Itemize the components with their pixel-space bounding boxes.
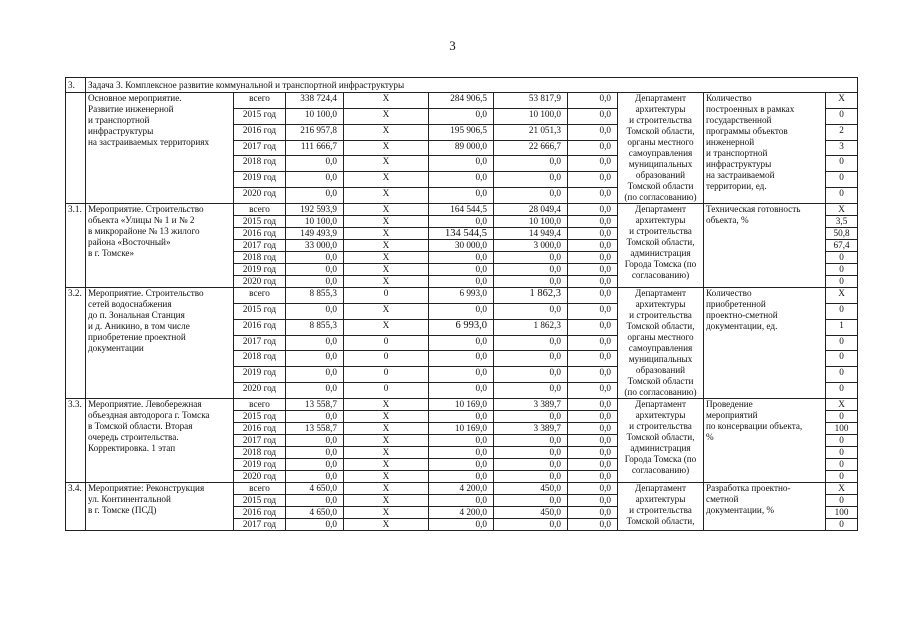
local-cell: 0,0	[494, 383, 568, 399]
federal-cell: X	[344, 216, 429, 228]
local-cell: 53 817,9	[494, 93, 568, 109]
period-cell: 2017 год	[234, 519, 286, 531]
regional-cell: 0,0	[429, 108, 494, 124]
local-cell: 0,0	[494, 435, 568, 447]
executor-cell: Департамент архитектуры и строительства Томской области, администрация Города Томска (по согласованию)	[618, 399, 704, 483]
total-cell: 0,0	[286, 367, 344, 383]
local-cell: 0,0	[494, 495, 568, 507]
indicator-cell: Разработка проектно- сметной документации, %	[704, 483, 826, 531]
extra-cell: 0,0	[568, 383, 618, 399]
executor-cell: Департамент архитектуры и строительства Томской области, органы местного самоуправления муниципальных образований Томской области (по согласованию)	[618, 93, 704, 204]
federal-cell: X	[344, 172, 429, 188]
indicator-value-cell: X	[826, 288, 858, 304]
extra-cell: 0,0	[568, 303, 618, 319]
local-cell: 0,0	[494, 411, 568, 423]
federal-cell: X	[344, 204, 429, 216]
regional-cell: 195 906,5	[429, 124, 494, 140]
total-cell: 8 855,3	[286, 319, 344, 335]
extra-cell: 0,0	[568, 228, 618, 240]
executor-cell: Департамент архитектуры и строительства Томской области, администрация Города Томска (по согласованию)	[618, 204, 704, 288]
extra-cell: 0,0	[568, 519, 618, 531]
extra-cell: 0,0	[568, 423, 618, 435]
regional-cell: 6 993,0	[429, 288, 494, 304]
federal-cell: X	[344, 423, 429, 435]
task-number: 3.	[66, 78, 86, 93]
extra-cell: 0,0	[568, 435, 618, 447]
total-cell: 0,0	[286, 156, 344, 172]
extra-cell: 0,0	[568, 507, 618, 519]
extra-cell: 0,0	[568, 399, 618, 411]
table-row	[66, 288, 858, 304]
extra-cell: 0,0	[568, 216, 618, 228]
extra-cell: 0,0	[568, 319, 618, 335]
federal-cell: X	[344, 507, 429, 519]
local-cell: 0,0	[494, 156, 568, 172]
local-cell: 0,0	[494, 459, 568, 471]
period-cell: 2019 год	[234, 264, 286, 276]
federal-cell: X	[344, 93, 429, 109]
extra-cell: 0,0	[568, 240, 618, 252]
local-cell: 1 862,3	[494, 288, 568, 304]
extra-cell: 0,0	[568, 411, 618, 423]
indicator-value-cell: 0	[826, 447, 858, 459]
extra-cell: 0,0	[568, 156, 618, 172]
indicator-value-cell: 0	[826, 367, 858, 383]
indicator-value-cell: 0	[826, 435, 858, 447]
regional-cell: 89 000,0	[429, 140, 494, 156]
extra-cell: 0,0	[568, 252, 618, 264]
extra-cell: 0,0	[568, 459, 618, 471]
local-cell: 10 100,0	[494, 216, 568, 228]
federal-cell: X	[344, 319, 429, 335]
federal-cell: X	[344, 124, 429, 140]
local-cell: 28 049,4	[494, 204, 568, 216]
total-cell: 149 493,9	[286, 228, 344, 240]
indicator-value-cell: 0	[826, 252, 858, 264]
federal-cell: X	[344, 495, 429, 507]
indicator-value-cell: 0	[826, 156, 858, 172]
local-cell: 22 666,7	[494, 140, 568, 156]
federal-cell: 0	[344, 288, 429, 304]
federal-cell: X	[344, 399, 429, 411]
regional-cell: 0,0	[429, 447, 494, 459]
total-cell: 33 000,0	[286, 240, 344, 252]
regional-cell: 0,0	[429, 276, 494, 288]
indicator-value-cell: 0	[826, 383, 858, 399]
indicator-value-cell: 0	[826, 519, 858, 531]
task-title: Задача 3. Комплексное развитие коммунальной и транспортной инфраструктуры	[86, 78, 858, 93]
indicator-value-cell: 0	[826, 351, 858, 367]
local-cell: 0,0	[494, 351, 568, 367]
regional-cell: 4 200,0	[429, 507, 494, 519]
federal-cell: X	[344, 447, 429, 459]
program-table	[65, 77, 858, 531]
extra-cell: 0,0	[568, 188, 618, 204]
indicator-value-cell: 0	[826, 188, 858, 204]
total-cell: 111 666,7	[286, 140, 344, 156]
regional-cell: 0,0	[429, 188, 494, 204]
extra-cell: 0,0	[568, 471, 618, 483]
local-cell: 14 949,4	[494, 228, 568, 240]
item-number: 3.4.	[66, 483, 86, 531]
period-cell: 2020 год	[234, 471, 286, 483]
extra-cell: 0,0	[568, 204, 618, 216]
indicator-value-cell: 50,8	[826, 228, 858, 240]
indicator-value-cell: 67,4	[826, 240, 858, 252]
regional-cell: 0,0	[429, 303, 494, 319]
local-cell: 3 389,7	[494, 399, 568, 411]
total-cell: 4 650,0	[286, 483, 344, 495]
total-cell: 0,0	[286, 188, 344, 204]
federal-cell: X	[344, 252, 429, 264]
regional-cell: 0,0	[429, 459, 494, 471]
table-row	[66, 204, 858, 216]
executor-cell: Департамент архитектуры и строительства Томской области, органы местного самоуправления муниципальных образований Томской области (по согласованию)	[618, 288, 704, 399]
task-row	[66, 78, 858, 93]
table-row	[66, 399, 858, 411]
total-cell: 0,0	[286, 471, 344, 483]
federal-cell: X	[344, 264, 429, 276]
period-cell: 2016 год	[234, 423, 286, 435]
indicator-value-cell: 100	[826, 507, 858, 519]
indicator-value-cell: X	[826, 204, 858, 216]
total-cell: 0,0	[286, 447, 344, 459]
period-cell: 2020 год	[234, 383, 286, 399]
period-cell: 2016 год	[234, 228, 286, 240]
extra-cell: 0,0	[568, 264, 618, 276]
total-cell: 13 558,7	[286, 423, 344, 435]
executor-cell: Департамент архитектуры и строительства Томской области,	[618, 483, 704, 531]
local-cell: 0,0	[494, 276, 568, 288]
total-cell: 8 855,3	[286, 288, 344, 304]
indicator-value-cell: X	[826, 399, 858, 411]
period-cell: 2017 год	[234, 435, 286, 447]
regional-cell: 134 544,5	[429, 228, 494, 240]
local-cell: 0,0	[494, 172, 568, 188]
regional-cell: 0,0	[429, 411, 494, 423]
period-cell: 2015 год	[234, 411, 286, 423]
total-cell: 0,0	[286, 383, 344, 399]
local-cell: 3 000,0	[494, 240, 568, 252]
item-name: Мероприятие. Левобережная объездная автодорога г. Томска в Томской области. Вторая очередь строительства. Корректировка. 1 этап	[86, 399, 234, 483]
period-cell: 2017 год	[234, 240, 286, 252]
total-cell: 0,0	[286, 276, 344, 288]
period-cell: 2015 год	[234, 108, 286, 124]
indicator-value-cell: 3,5	[826, 216, 858, 228]
item-number: 3.3.	[66, 399, 86, 483]
federal-cell: 0	[344, 383, 429, 399]
regional-cell: 0,0	[429, 156, 494, 172]
federal-cell: X	[344, 411, 429, 423]
extra-cell: 0,0	[568, 335, 618, 351]
total-cell: 192 593,9	[286, 204, 344, 216]
item-name: Мероприятие. Строительство сетей водоснабжения до п. Зональная Станция и д. Аникино, в том числе приобретение проектной документации	[86, 288, 234, 399]
extra-cell: 0,0	[568, 140, 618, 156]
period-cell: 2015 год	[234, 495, 286, 507]
total-cell: 13 558,7	[286, 399, 344, 411]
extra-cell: 0,0	[568, 124, 618, 140]
extra-cell: 0,0	[568, 495, 618, 507]
federal-cell: X	[344, 140, 429, 156]
item-name: Мероприятие. Строительство объекта «Улицы № 1 и № 2 в микрорайоне № 13 жилого района «Восточный» в г. Томске»	[86, 204, 234, 288]
extra-cell: 0,0	[568, 93, 618, 109]
total-cell: 10 100,0	[286, 108, 344, 124]
regional-cell: 0,0	[429, 172, 494, 188]
period-cell: всего	[234, 204, 286, 216]
extra-cell: 0,0	[568, 367, 618, 383]
indicator-cell: Количество приобретенной проектно-сметной документации, ед.	[704, 288, 826, 399]
indicator-value-cell: 0	[826, 172, 858, 188]
period-cell: 2020 год	[234, 188, 286, 204]
indicator-value-cell: X	[826, 483, 858, 495]
total-cell: 216 957,8	[286, 124, 344, 140]
period-cell: 2018 год	[234, 351, 286, 367]
regional-cell: 0,0	[429, 471, 494, 483]
extra-cell: 0,0	[568, 172, 618, 188]
period-cell: 2018 год	[234, 447, 286, 459]
period-cell: всего	[234, 93, 286, 109]
total-cell: 0,0	[286, 351, 344, 367]
total-cell: 0,0	[286, 264, 344, 276]
indicator-value-cell: X	[826, 93, 858, 109]
period-cell: 2015 год	[234, 303, 286, 319]
indicator-value-cell: 0	[826, 108, 858, 124]
period-cell: 2017 год	[234, 335, 286, 351]
federal-cell: X	[344, 471, 429, 483]
total-cell: 0,0	[286, 411, 344, 423]
item-name: Основное мероприятие. Развитие инженерной и транспортной инфраструктуры на застраиваемых территориях	[86, 93, 234, 204]
indicator-value-cell: 0	[826, 303, 858, 319]
regional-cell: 0,0	[429, 335, 494, 351]
indicator-cell: Количество построенных в рамках государственной программы объектов инженерной и транспортной инфраструктуры на застраиваемой территории, ед.	[704, 93, 826, 204]
local-cell: 3 389,7	[494, 423, 568, 435]
total-cell: 0,0	[286, 335, 344, 351]
indicator-value-cell: 0	[826, 276, 858, 288]
item-number: 3.1.	[66, 204, 86, 288]
total-cell: 0,0	[286, 495, 344, 507]
federal-cell: X	[344, 240, 429, 252]
local-cell: 0,0	[494, 264, 568, 276]
indicator-value-cell: 0	[826, 495, 858, 507]
regional-cell: 30 000,0	[429, 240, 494, 252]
federal-cell: 0	[344, 351, 429, 367]
regional-cell: 0,0	[429, 264, 494, 276]
indicator-value-cell: 0	[826, 335, 858, 351]
total-cell: 0,0	[286, 252, 344, 264]
local-cell: 0,0	[494, 519, 568, 531]
federal-cell: X	[344, 459, 429, 471]
local-cell: 0,0	[494, 335, 568, 351]
period-cell: всего	[234, 483, 286, 495]
period-cell: 2019 год	[234, 172, 286, 188]
indicator-value-cell: 0	[826, 411, 858, 423]
indicator-value-cell: 0	[826, 264, 858, 276]
indicator-cell: Техническая готовность объекта, %	[704, 204, 826, 288]
table-row	[66, 483, 858, 495]
period-cell: 2016 год	[234, 319, 286, 335]
period-cell: 2015 год	[234, 216, 286, 228]
local-cell: 1 862,3	[494, 319, 568, 335]
extra-cell: 0,0	[568, 351, 618, 367]
period-cell: всего	[234, 399, 286, 411]
page-number: 3	[449, 38, 456, 53]
regional-cell: 0,0	[429, 495, 494, 507]
indicator-value-cell: 3	[826, 140, 858, 156]
federal-cell: X	[344, 303, 429, 319]
regional-cell: 10 169,0	[429, 423, 494, 435]
total-cell: 0,0	[286, 172, 344, 188]
local-cell: 450,0	[494, 507, 568, 519]
regional-cell: 4 200,0	[429, 483, 494, 495]
indicator-value-cell: 100	[826, 423, 858, 435]
indicator-value-cell: 1	[826, 319, 858, 335]
total-cell: 4 650,0	[286, 507, 344, 519]
regional-cell: 6 993,0	[429, 319, 494, 335]
total-cell: 0,0	[286, 519, 344, 531]
indicator-value-cell: 0	[826, 471, 858, 483]
federal-cell: X	[344, 519, 429, 531]
regional-cell: 284 906,5	[429, 93, 494, 109]
item-number	[66, 93, 86, 204]
local-cell: 0,0	[494, 188, 568, 204]
federal-cell: X	[344, 108, 429, 124]
federal-cell: X	[344, 228, 429, 240]
regional-cell: 0,0	[429, 383, 494, 399]
federal-cell: 0	[344, 335, 429, 351]
period-cell: 2016 год	[234, 507, 286, 519]
federal-cell: X	[344, 276, 429, 288]
local-cell: 0,0	[494, 303, 568, 319]
regional-cell: 164 544,5	[429, 204, 494, 216]
indicator-value-cell: 2	[826, 124, 858, 140]
extra-cell: 0,0	[568, 108, 618, 124]
regional-cell: 0,0	[429, 216, 494, 228]
regional-cell: 0,0	[429, 351, 494, 367]
local-cell: 21 051,3	[494, 124, 568, 140]
extra-cell: 0,0	[568, 483, 618, 495]
total-cell: 0,0	[286, 435, 344, 447]
period-cell: 2016 год	[234, 124, 286, 140]
period-cell: 2019 год	[234, 367, 286, 383]
total-cell: 0,0	[286, 459, 344, 471]
local-cell: 0,0	[494, 471, 568, 483]
item-name: Мероприятие: Реконструкция ул. Континентальной в г. Томске (ПСД)	[86, 483, 234, 531]
period-cell: 2019 год	[234, 459, 286, 471]
local-cell: 0,0	[494, 252, 568, 264]
extra-cell: 0,0	[568, 447, 618, 459]
indicator-cell: Проведение мероприятий по консервации объекта, %	[704, 399, 826, 483]
total-cell: 10 100,0	[286, 216, 344, 228]
extra-cell: 0,0	[568, 276, 618, 288]
period-cell: всего	[234, 288, 286, 304]
total-cell: 338 724,4	[286, 93, 344, 109]
local-cell: 10 100,0	[494, 108, 568, 124]
regional-cell: 0,0	[429, 519, 494, 531]
federal-cell: X	[344, 435, 429, 447]
federal-cell: 0	[344, 367, 429, 383]
local-cell: 450,0	[494, 483, 568, 495]
total-cell: 0,0	[286, 303, 344, 319]
federal-cell: X	[344, 188, 429, 204]
local-cell: 0,0	[494, 447, 568, 459]
period-cell: 2018 год	[234, 252, 286, 264]
extra-cell: 0,0	[568, 288, 618, 304]
regional-cell: 10 169,0	[429, 399, 494, 411]
regional-cell: 0,0	[429, 252, 494, 264]
period-cell: 2020 год	[234, 276, 286, 288]
federal-cell: X	[344, 156, 429, 172]
indicator-value-cell: 0	[826, 459, 858, 471]
federal-cell: X	[344, 483, 429, 495]
period-cell: 2017 год	[234, 140, 286, 156]
table-row	[66, 93, 858, 109]
item-number: 3.2.	[66, 288, 86, 399]
period-cell: 2018 год	[234, 156, 286, 172]
regional-cell: 0,0	[429, 367, 494, 383]
regional-cell: 0,0	[429, 435, 494, 447]
local-cell: 0,0	[494, 367, 568, 383]
